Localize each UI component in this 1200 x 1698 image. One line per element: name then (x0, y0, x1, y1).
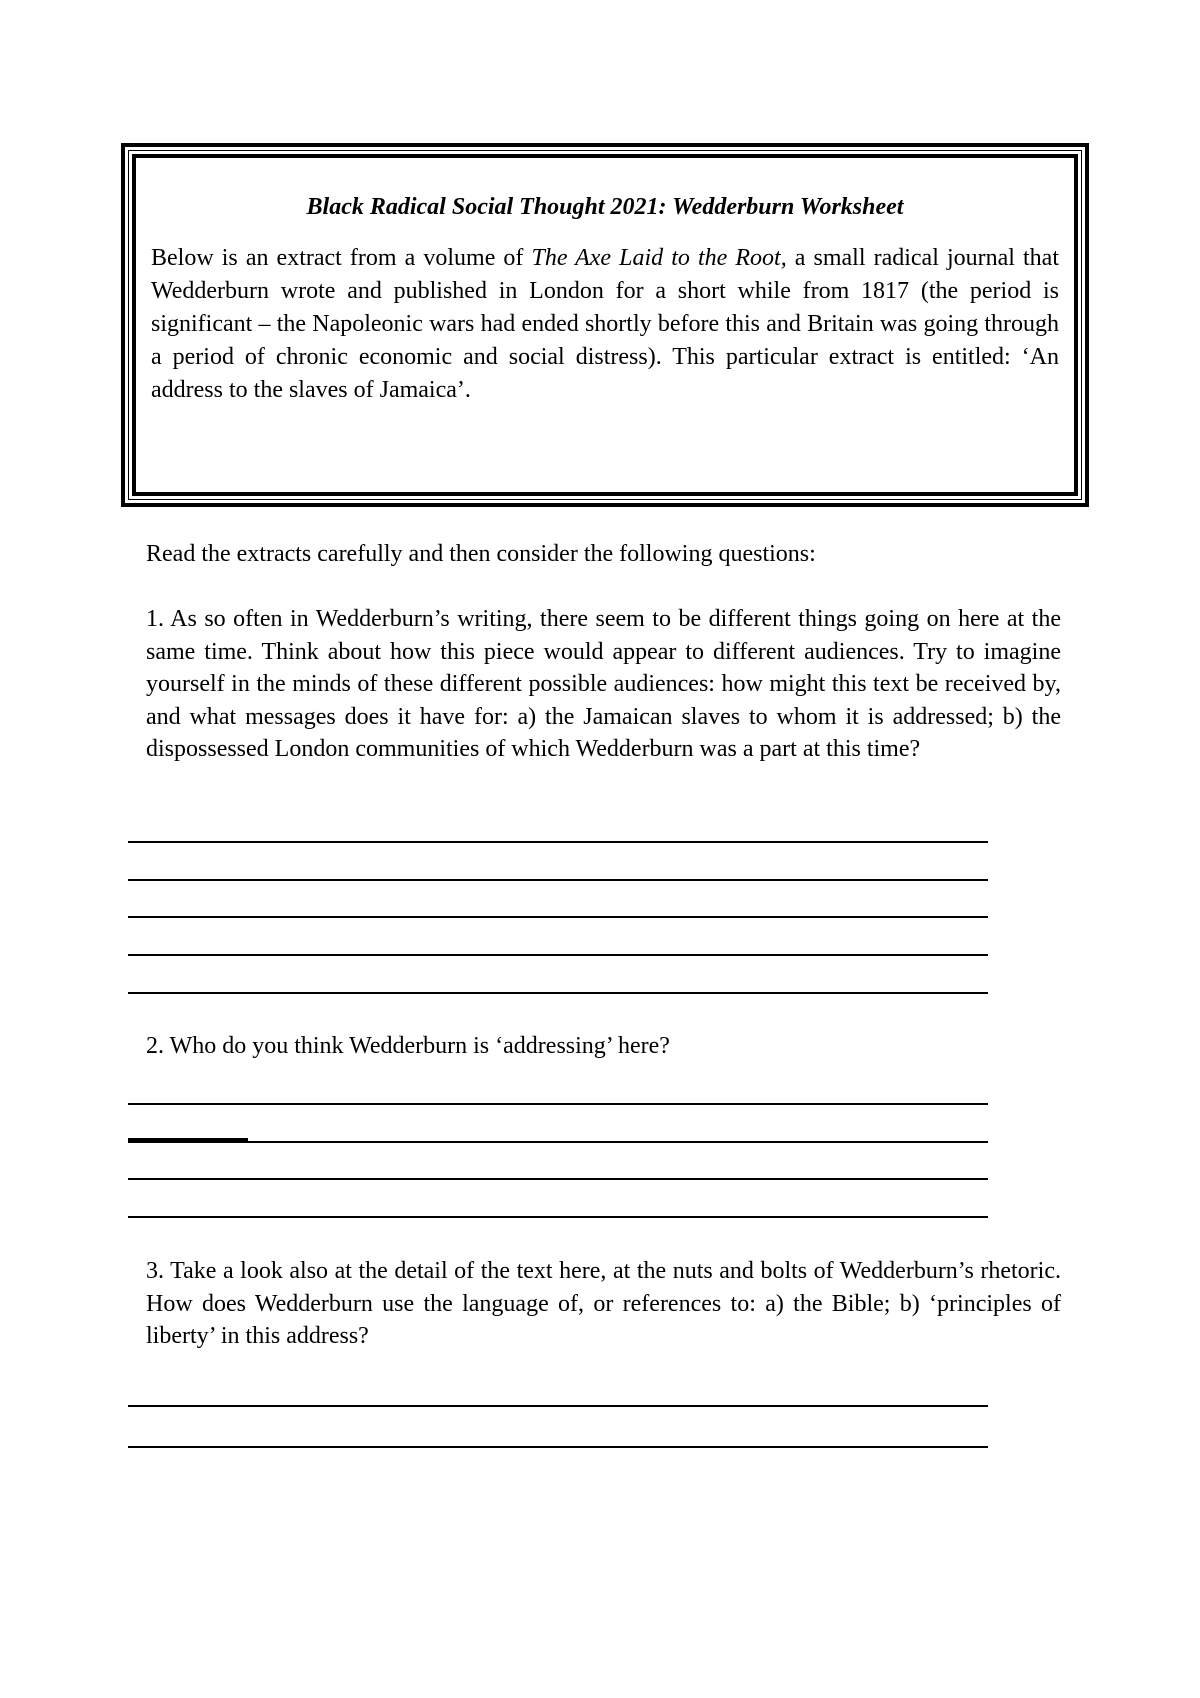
question-2: 2. Who do you think Wedderburn is ‘addressing’ here? (146, 1033, 670, 1059)
answer-line[interactable] (128, 954, 988, 956)
answer-line[interactable] (128, 1141, 988, 1143)
intro-paragraph (151, 242, 1059, 407)
answer-line[interactable] (128, 992, 988, 994)
intro-text-start: Below is an extract from a volume of (151, 245, 532, 271)
question-1: 1. As so often in Wedderburn’s writing, there seem to be different things going on here at the same time. Think about how this piece would appear to different audiences. Try to imagine yourself in the minds of these different possible audiences: how might this text be received by, and what messages does it have for: a) the Jamaican slaves to whom it is addressed; b) the dispossessed London communities of which Wedderburn was a part at this time? (146, 606, 1061, 762)
answer-line[interactable] (128, 1405, 988, 1407)
answer-line[interactable] (128, 1178, 988, 1180)
intro-box (121, 143, 1089, 507)
worksheet-title: Black Radical Social Thought 2021: Wedderburn Worksheet (306, 194, 904, 220)
answer-line[interactable] (128, 1446, 988, 1448)
intro-box-border (128, 150, 1082, 500)
answer-line[interactable] (128, 841, 988, 843)
answer-line[interactable] (128, 879, 988, 881)
instructions: Read the extracts carefully and then consider the following questions: (146, 541, 816, 567)
answer-line[interactable] (128, 1216, 988, 1218)
intro-box-content (132, 154, 1078, 496)
answer-line[interactable] (128, 916, 988, 918)
question-3: 3. Take a look also at the detail of the text here, at the nuts and bolts of Wedderburn’s rhetoric. How does Wedderburn use the language of, or references to: a) the Bible; b) ‘principles of liberty’ in this address? (146, 1258, 1061, 1349)
journal-title: The Axe Laid to the Root, (531, 245, 787, 271)
answer-line[interactable] (128, 1103, 988, 1105)
intro-text-rest: a small radical journal that Wedderburn wrote and published in London for a short while from 1817 (the period is significant – the Napoleonic wars had ended shortly before this and Britain was going through a period of chronic economic and social distress). This particular extract is entitled: ‘An address to the slaves of Jamaica’. (151, 245, 1059, 403)
